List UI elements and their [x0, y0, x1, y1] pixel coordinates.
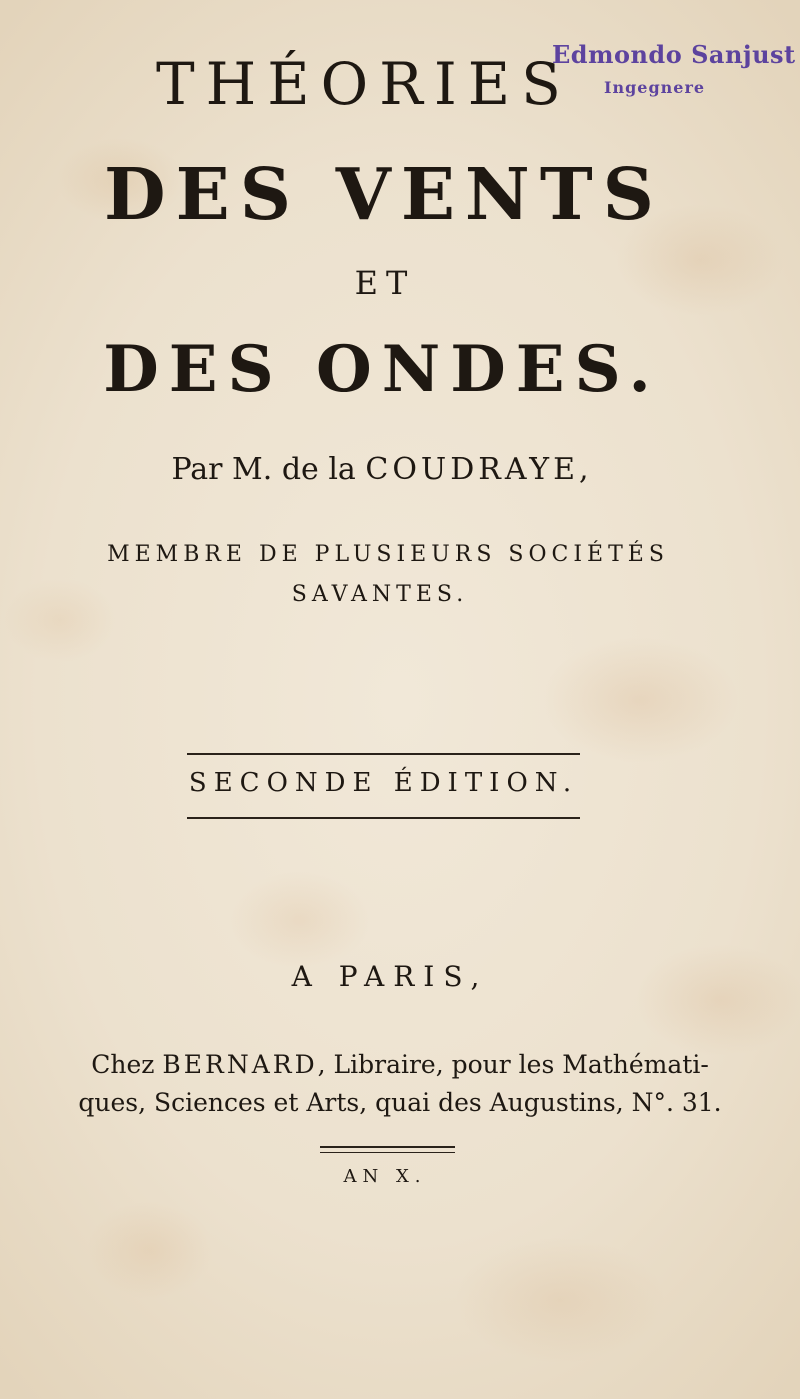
author-name: COUDRAYE — [365, 452, 579, 487]
author-prefix: Par M. de la — [171, 452, 366, 487]
author-suffix: , — [579, 452, 589, 487]
imprint-rule-thick — [320, 1146, 455, 1148]
imprint-rule-thin — [320, 1152, 455, 1153]
stamp-role: Ingegnere — [604, 78, 706, 97]
edition-bottom-rule — [187, 817, 580, 819]
title-line-1: THÉORIES — [156, 50, 572, 118]
title-line-3: ET — [354, 264, 416, 302]
publisher-line-1 — [60, 1050, 740, 1079]
stamp-name: Edmondo Sanjust — [552, 40, 796, 69]
title-line-4: DES ONDES. — [103, 332, 661, 407]
affiliation-line-1: MEMBRE DE PLUSIEURS SOCIÉTÉS — [107, 542, 669, 567]
title-line-2: DES VENTS — [104, 152, 664, 236]
publisher-prefix: Chez — [91, 1050, 163, 1079]
publisher-name: BERNARD — [162, 1050, 318, 1079]
edition-label: SECONDE ÉDITION. — [188, 768, 579, 798]
edition-top-rule — [187, 753, 580, 755]
publisher-line1-rest: , Libraire, pour les Mathémati- — [317, 1050, 709, 1079]
publication-year: AN X. — [343, 1166, 427, 1187]
imprint-city: A PARIS, — [291, 960, 489, 993]
publisher-line-2: ques, Sciences et Arts, quai des Augustins, N°. 31. — [78, 1088, 722, 1117]
author-line — [130, 452, 630, 487]
ownership-stamp — [552, 38, 800, 108]
affiliation-line-2: SAVANTES. — [291, 582, 469, 607]
